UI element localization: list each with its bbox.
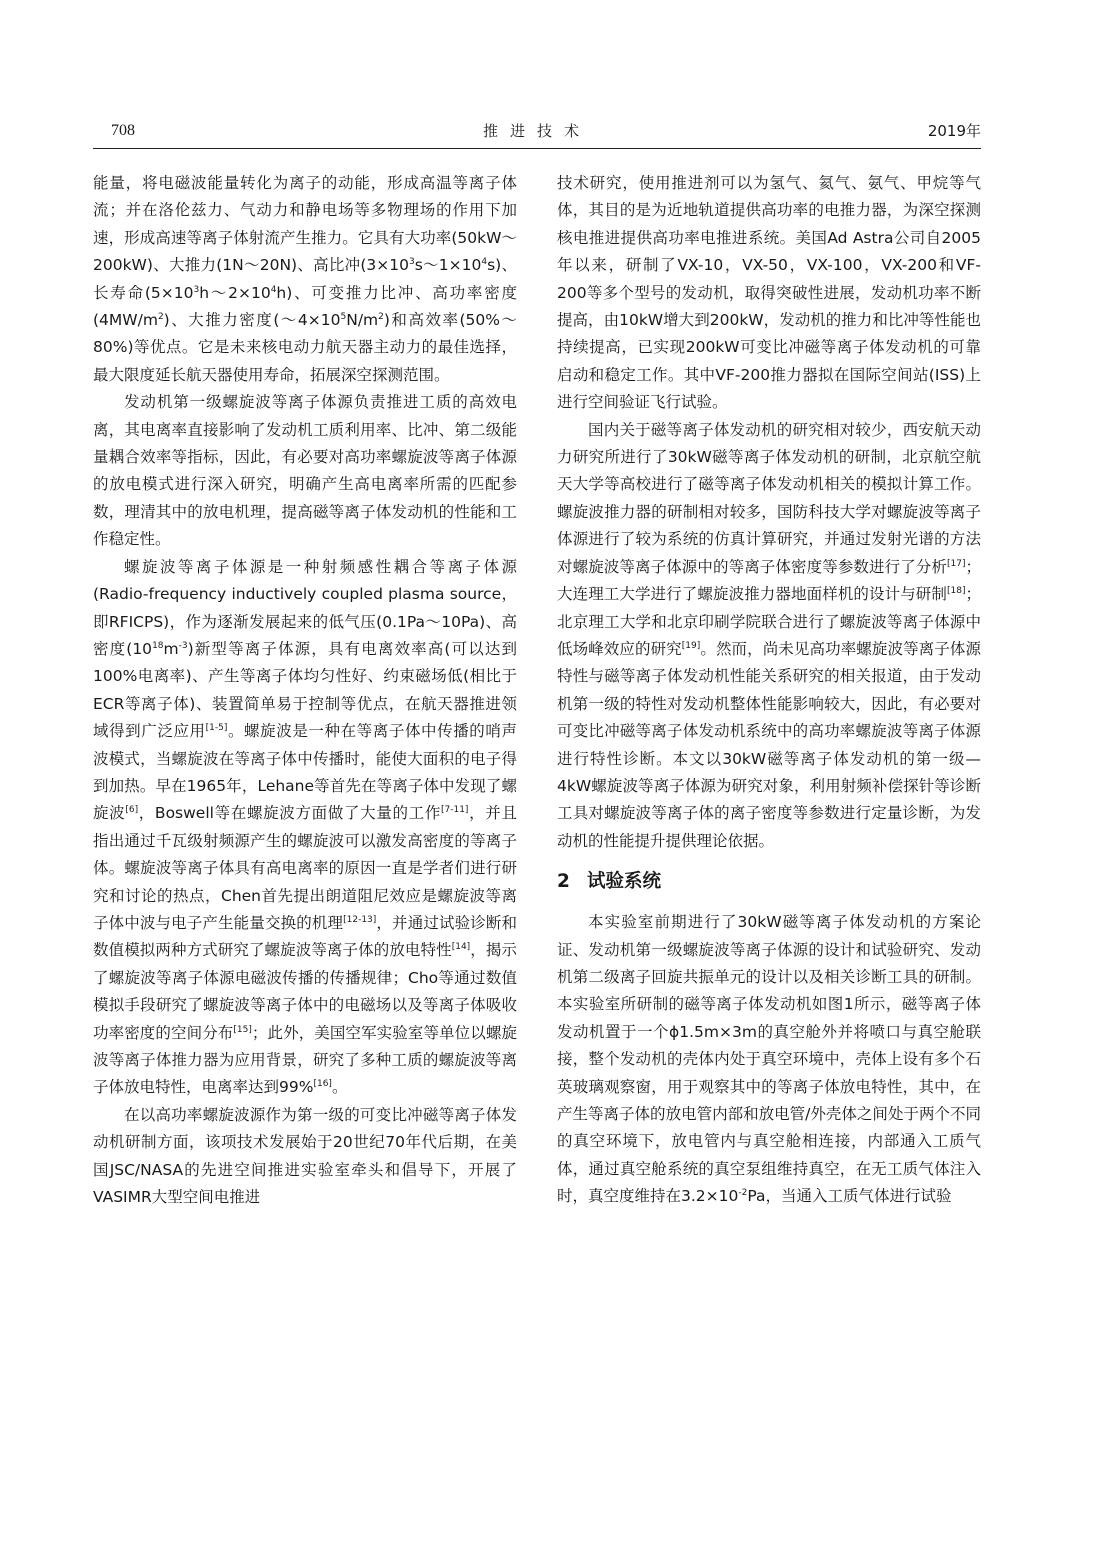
superscript: 3 — [408, 257, 415, 268]
text-run: ；此外，美国空军实验室等单位以螺旋波等离子体推力器为应用背景，研究了多种工质的螺旋波等离子体放电特性，电离率达到99% — [93, 1023, 517, 1097]
superscript: 2 — [378, 312, 384, 323]
paragraph — [557, 417, 981, 856]
text-run: ；北京理工大学和北京印刷学院联合进行了螺旋波等离子体源中低场峰效应的研究 — [557, 585, 981, 658]
text-run: s)、长寿命(5×10 — [93, 256, 517, 302]
superscript: [7-11] — [441, 805, 469, 816]
text-run: 螺旋波等离子体源是一种射频感性耦合等离子体源(Radio-frequency inductively coupled plasma source，即RFICPS)，作为逐渐发展起来的低气压(0.1Pa～10Pa)、高密度(10 — [93, 557, 517, 658]
text-run: 能量，将电磁波能量转化为离子的动能，形成高温等离子体流；并在洛伦兹力、气动力和静电场等多物理场的作用下加速，形成高速等离子体射流产生推力。它具有大功率(50kW～200kW)、大推力(1N～20N)、高比冲(3×10 — [93, 174, 517, 275]
journal-title: 推进技术 — [482, 122, 591, 140]
section-title: 试验系统 — [587, 871, 662, 893]
text-run: h～2×10 — [199, 283, 271, 302]
text-run: N/m — [346, 311, 379, 330]
text-run: )、大推力密度(～4×10 — [163, 311, 341, 330]
superscript: [18] — [947, 586, 966, 597]
paragraph — [93, 1102, 517, 1212]
text-run: 技术研究，使用推进剂可以为氢气、氦气、氨气、甲烷等气体，其目的是为近地轨道提供高功率的电推力器，为深空探测核电推进提供高功率电推进系统。美国Ad Astra公司自2005年以来，研制了VX-10，VX-50，VX-100，VX-200和VF-200等多个型号的发动机，取得突破性进展，发动机功率不断提高，由10kW增大到200kW，发动机的推力和比冲等性能也持续提高，已实现200kW可变比冲磁等离子体发动机的可靠启动和稳定工作。其中VF-200推力器拟在国际空间站(ISS)上进行空间验证飞行试验。 — [557, 174, 981, 412]
section-heading — [557, 867, 981, 897]
superscript: [14] — [451, 942, 471, 953]
text-run: 国内关于磁等离子体发动机的研究相对较少，西安航天动力研究所进行了30kW磁等离子体发动机的研制，北京航空航天大学等高校进行了磁等离子体发动机相关的模拟计算工作。螺旋波推力器的研制相对较多，国防科技大学对螺旋波等离子体源进行了较为系统的仿真计算研究，并通过发射光谱的方法对螺旋波等离子体源中的等离子体密度等参数进行了分析 — [557, 420, 981, 576]
text-run: ，揭示了螺旋波等离子体源电磁波传播的传播规律；Cho等通过数值模拟手段研究了螺旋波等离子体中的电磁场以及等离子体吸收功率密度的空间分布 — [93, 941, 517, 1042]
superscript: -2 — [738, 1188, 748, 1199]
text-run: m — [163, 639, 179, 658]
superscript: -3 — [178, 640, 188, 651]
paragraph — [93, 170, 517, 389]
text-run: h)、可变推力比冲、高功率密度(4MW/m — [93, 283, 517, 330]
right-column-body — [557, 909, 981, 1210]
right-column — [557, 170, 981, 1211]
text-run: 发动机第一级螺旋波等离子体源负责推进工质的高效电离，其电离率直接影响了发动机工质利用率、比冲、第二级能量耦合效率等指标，因此，有必要对高功率螺旋波等离子体源的放电模式进行深入研究，明确产生高电离率所需的匹配参数，理清其中的放电机理，提高磁等离子体发动机的性能和工作稳定性。 — [93, 393, 517, 549]
text-run: 本实验室前期进行了30kW磁等离子体发动机的方案论证、发动机第一级螺旋波等离子体源的设计和试验研究、发动机第二级离子回旋共振单元的设计以及相关诊断工具的研制。本实验室所研制的磁等离子体发动机如图1所示，磁等离子体发动机置于一个ϕ1.5m×3m的真空舱外并将喷口与真空舱联接，整个发动机的壳体内处于真空环境中，壳体上设有多个石英玻璃观察窗，用于观察其中的等离子体放电特性，其中，在产生等离子体的放电管内部和放电管/外壳体之间处于两个不同的真空环境下，放电管内与真空舱相连接，内部通入工质气体，通过真空舱系统的真空泵组维持真空，在无工质气体注入时，真空度维持在3.2×10 — [557, 913, 981, 1206]
text-run: 。 — [331, 1078, 348, 1097]
superscript: [6] — [125, 805, 139, 816]
superscript: [17] — [947, 558, 966, 569]
superscript: [12-13] — [343, 914, 377, 925]
superscript: 5 — [340, 312, 347, 323]
text-run: ，并且指出通过千瓦级射频源产生的螺旋波可以激发高密度的等离子体。螺旋波等离子体具有高电离率的原因一直是学者们进行研究和讨论的热点，Chen首先提出朗道阻尼效应是螺旋波等离子体中波与电子产生能量交换的机理 — [93, 804, 517, 932]
superscript: [16] — [313, 1079, 332, 1090]
text-run: Pa，当通入工质气体进行试验 — [747, 1187, 952, 1206]
paragraph — [557, 170, 981, 417]
superscript: [15] — [233, 1024, 252, 1035]
text-run: s～1×10 — [414, 256, 482, 275]
text-run: ，Boswell等在螺旋波方面做了大量的工作 — [138, 804, 441, 823]
left-column — [93, 170, 517, 1211]
running-header — [93, 116, 981, 146]
superscript: [19] — [681, 640, 701, 651]
paragraph — [93, 389, 517, 553]
text-run: 。螺旋波是一种在等离子体中传播的哨声波模式，当螺旋波在等离子体中传播时，能使大面积的电子得到加热。早在1965年，Lehane等首先在等离子体中发现了螺旋波 — [93, 722, 517, 823]
journal-year: 2019年 — [927, 122, 981, 140]
superscript: 3 — [193, 284, 200, 295]
superscript: 2 — [157, 312, 164, 323]
text-run: 在以高功率螺旋波源作为第一级的可变比冲磁等离子体发动机研制方面，该项技术发展始于20世纪70年代后期，在美国JSC/NASA的先进空间推进实验室牵头和倡导下，开展了VASIMR大型空间电推进 — [93, 1105, 517, 1207]
text-run: )和高效率(50%～80%)等优点。它是未来核电动力航天器主动力的最佳选择，最大限度延长航天器使用寿命，拓展深空探测范围。 — [93, 311, 518, 384]
paragraph — [93, 554, 517, 1102]
page-number: 708 — [111, 122, 135, 139]
header-rule — [93, 148, 981, 149]
section-number: 2 — [557, 871, 570, 893]
text-run: ；大连理工大学进行了螺旋波推力器地面样机的设计与研制 — [557, 557, 981, 604]
superscript: 4 — [481, 257, 488, 268]
text-run: 。然而，尚未见高功率螺旋波等离子体源特性与磁等离子体发动机性能关系研究的相关报道，由于发动机第一级的特性对发动机整体性能影响较大，因此，有必要对可变比冲磁等离子体发动机系统中的高功率螺旋波等离子体源进行特性诊断。本文以30kW磁等离子体发动机的第一级—4kW螺旋波等离子体源为研究对象，利用射频补偿探针等诊断工具对螺旋波等离子体的离子密度等参数进行定量诊断，为发动机的性能提升提供理论依据。 — [557, 639, 981, 850]
superscript: 4 — [270, 284, 277, 295]
right-column-intro — [557, 170, 981, 855]
superscript: 18 — [152, 640, 164, 651]
superscript: [1-5] — [205, 723, 228, 734]
text-run: )新型等离子体源，具有电离效率高(可以达到100%电离率)、产生等离子体均匀性好、约束磁场低(相比于ECR等离子体)、装置简单易于控制等优点，在航天器推进领域得到广泛应用 — [93, 639, 517, 741]
text-run: ，并通过试验诊断和数值模拟两种方式研究了螺旋波等离子体的放电特性 — [93, 913, 517, 960]
paragraph — [557, 909, 981, 1210]
